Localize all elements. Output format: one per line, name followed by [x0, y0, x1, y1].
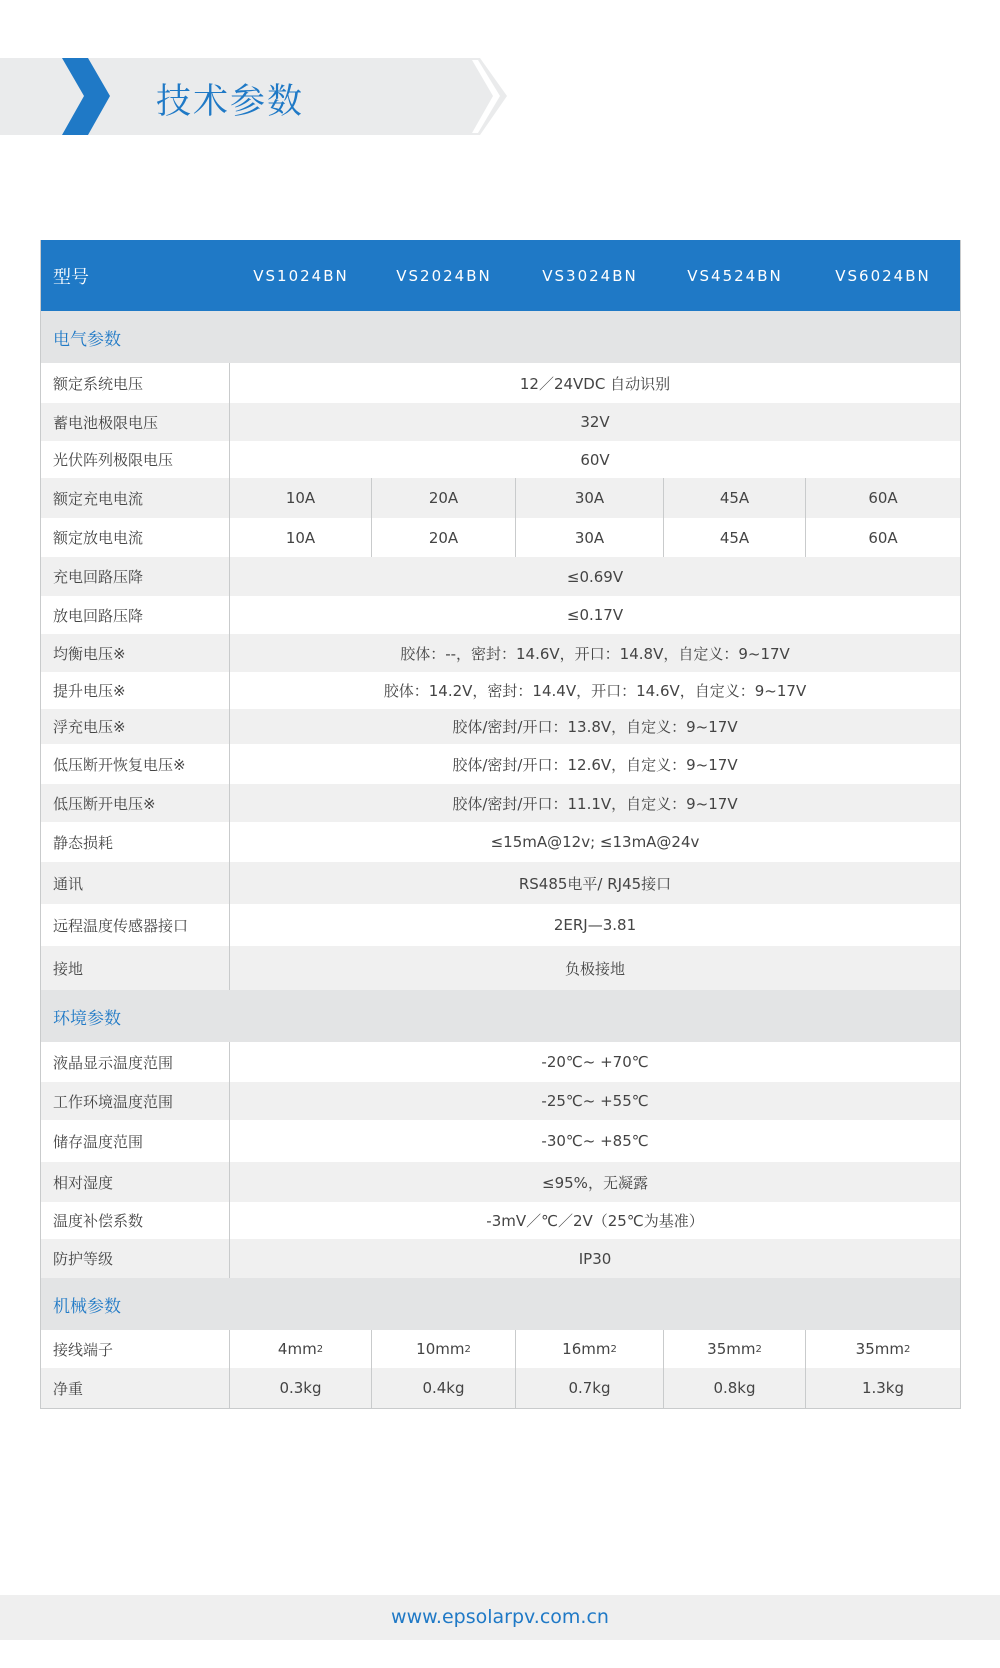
row-cell: 4mm 2 — [230, 1330, 372, 1368]
row-value: 胶体/密封/开口：11.1V，自定义：9~17V — [452, 794, 738, 813]
row-label: 浮充电压※ — [41, 709, 230, 744]
row-label: 低压断开恢复电压※ — [41, 744, 230, 784]
row-label: 静态损耗 — [41, 822, 230, 862]
section-electrical: 电气参数 — [41, 311, 960, 363]
table-row — [41, 1368, 960, 1408]
row-label: 储存温度范围 — [41, 1120, 230, 1162]
model-header-3: VS3024BN — [542, 266, 638, 285]
row-label: 液晶显示温度范围 — [41, 1042, 230, 1082]
row-label: 低压断开电压※ — [41, 784, 230, 822]
model-header-1: VS1024BN — [253, 266, 349, 285]
row-value: -30℃~ +85℃ — [541, 1132, 649, 1150]
footer-website-link[interactable]: www.epsolarpv.com.cn — [391, 1606, 609, 1628]
row-cell: 60A — [868, 489, 898, 507]
table-row — [41, 1162, 960, 1202]
table-row — [41, 478, 960, 518]
row-cell: 35mm 2 — [855, 1340, 911, 1358]
spec-table — [40, 240, 961, 1409]
row-cell: 30A — [516, 518, 664, 557]
row-cell: 45A — [664, 518, 806, 557]
row-cell: 0.7kg — [516, 1368, 664, 1408]
row-value: ≤0.17V — [566, 606, 624, 624]
row-label: 充电回路压降 — [41, 557, 230, 596]
row-cell: 10mm 2 — [372, 1330, 516, 1368]
row-cell: 16mm 2 — [516, 1330, 664, 1368]
row-value: -20℃~ +70℃ — [541, 1053, 649, 1071]
table-row — [41, 596, 960, 634]
row-value: 胶体/密封/开口：13.8V，自定义：9~17V — [452, 718, 738, 736]
row-cell: 1.3kg — [861, 1379, 905, 1397]
table-row — [41, 1042, 960, 1082]
table-row — [41, 862, 960, 904]
row-cell: 30A — [516, 478, 664, 518]
row-value: 胶体：--，密封：14.6V，开口：14.8V，自定义：9~17V — [400, 644, 790, 663]
row-value: -3mV／℃／2V（25℃为基准） — [486, 1212, 704, 1230]
row-value: ≤15mA@12v; ≤13mA@24v — [490, 833, 700, 851]
row-cell: 60A — [868, 528, 898, 547]
row-value: 负极接地 — [564, 959, 625, 978]
model-header-label: 型号 — [53, 266, 89, 288]
table-row — [41, 634, 960, 672]
row-label: 温度补偿系数 — [41, 1202, 230, 1239]
table-row — [41, 518, 960, 557]
row-value: 胶体：14.2V，密封：14.4V，开口：14.6V，自定义：9~17V — [383, 682, 807, 700]
row-value: 2ERJ—3.81 — [553, 916, 637, 934]
section-environment: 环境参数 — [41, 990, 960, 1042]
row-label: 净重 — [41, 1368, 230, 1408]
table-row — [41, 744, 960, 784]
table-row — [41, 1120, 960, 1162]
table-row — [41, 946, 960, 990]
table-row — [41, 904, 960, 946]
table-row — [41, 441, 960, 478]
row-cell: 20A — [372, 518, 516, 557]
row-label: 远程温度传感器接口 — [41, 904, 230, 946]
row-value: 胶体/密封/开口：12.6V，自定义：9~17V — [452, 755, 738, 774]
row-label: 防护等级 — [41, 1239, 230, 1278]
row-value: 60V — [580, 450, 610, 469]
row-cell: 20A — [372, 478, 516, 518]
row-value: ≤95%，无凝露 — [542, 1173, 648, 1192]
row-cell: 10A — [230, 518, 372, 557]
row-value: -25℃~ +55℃ — [541, 1092, 649, 1110]
table-row — [41, 672, 960, 709]
row-value: RS485电平/ RJ45接口 — [518, 874, 672, 893]
row-cell: 0.4kg — [372, 1368, 516, 1408]
row-cell: 0.8kg — [664, 1368, 806, 1408]
row-label: 接地 — [41, 946, 230, 990]
table-row — [41, 822, 960, 862]
row-label: 光伏阵列极限电压 — [41, 441, 230, 478]
row-cell: 45A — [664, 478, 806, 518]
row-label: 均衡电压※ — [41, 634, 230, 672]
row-value: ≤0.69V — [566, 567, 624, 586]
page-title: 技术参数 — [156, 82, 305, 122]
row-cell: 35mm 2 — [664, 1330, 806, 1368]
row-label: 蓄电池极限电压 — [41, 403, 230, 441]
row-label: 工作环境温度范围 — [41, 1082, 230, 1120]
table-row — [41, 1239, 960, 1278]
row-value: 12／24VDC 自动识别 — [519, 374, 671, 393]
table-row — [41, 557, 960, 596]
table-row — [41, 363, 960, 403]
model-header-2: VS2024BN — [396, 266, 492, 285]
row-label: 额定充电电流 — [41, 478, 230, 518]
row-label: 额定放电电流 — [41, 518, 230, 557]
section-mechanical: 机械参数 — [41, 1278, 960, 1330]
row-label: 额定系统电压 — [41, 363, 230, 403]
row-label: 相对湿度 — [41, 1162, 230, 1202]
table-row — [41, 1082, 960, 1120]
row-label: 接线端子 — [41, 1330, 230, 1368]
row-label: 通讯 — [41, 862, 230, 904]
row-label: 放电回路压降 — [41, 596, 230, 634]
table-row — [41, 1202, 960, 1239]
row-cell: 0.3kg — [230, 1368, 372, 1408]
row-value: IP30 — [578, 1249, 612, 1268]
row-cell: 10A — [230, 478, 372, 518]
model-header-4: VS4524BN — [687, 266, 783, 285]
table-row — [41, 403, 960, 441]
model-header-5: VS6024BN — [835, 266, 931, 285]
table-row — [41, 709, 960, 744]
row-value: 32V — [580, 413, 610, 431]
table-row — [41, 1330, 960, 1368]
table-row — [41, 784, 960, 822]
row-label: 提升电压※ — [41, 672, 230, 709]
table-header-row — [41, 240, 960, 311]
